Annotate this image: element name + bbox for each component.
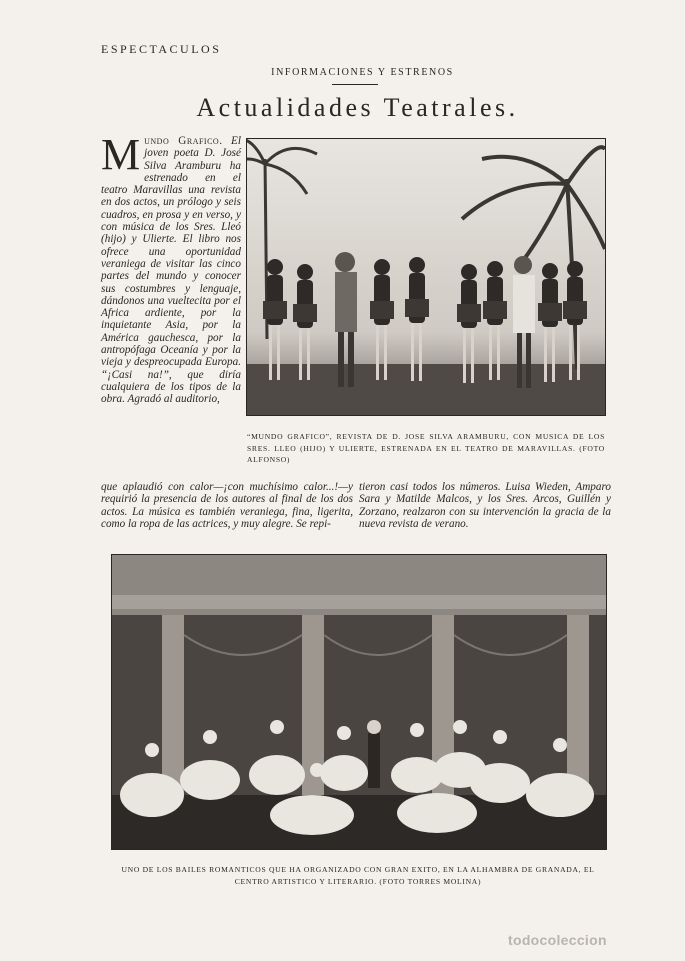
section-label: ESPECTACULOS [101,42,222,56]
drop-cap: M [101,130,141,179]
kicker: INFORMACIONES Y ESTRENOS [271,67,454,78]
article-column [101,130,241,406]
photo-revue-caption: “MUNDO GRAFICO”, REVISTA DE D. JOSE SILVA ARAMBURU, CON MUSICA DE LOS SRES. LLEO (HIJO) Y ULIERTE, ESTRENADA EN EL TEATRO DE MARAVILLAS. (FOTO ALFONSO) [247,432,605,464]
watermark-logo: todocoleccion [508,932,607,948]
photo-revue-chorus-image [247,139,605,415]
photo-ballet-caption: UNO DE LOS BAILES ROMANTICOS QUE HA ORGANIZADO CON GRAN EXITO, EN LA ALHAMBRA DE GRANADA, EL CENTRO ARTISTICO Y LITERARIO. (FOTO TORRES MOLINA) [121,865,595,886]
article-continuation-right: tieron casi todos los números. Luisa Wieden, Amparo Sara y Matilde Malcos, y los Sres. Arcos, Guillén y Zorzano, realzaron con su intervención la gracia de la nueva revista de verano. [359,481,611,530]
photo-romantic-ballet [111,554,607,850]
article-lead: undo Grafico. [144,135,223,147]
article-continuation-left: que aplaudió con calor—¡con muchísimo calor...!—y requirió la presencia de los autores al final de los dos actos. La música es también veraniega, fina, ligerita, como la ropa de las actrices, y muy alegre. Se repi- [101,481,353,530]
article-text: El joven poeta D. José Silva Aramburu ha estrenado en el teatro Maravillas una revista en dos actos, un prólogo y seis cuadros, en prosa y en verso, y con música de los Sres. Lleó (hijo) y Ulierte. El libro nos ofrece una oportunidad veraniega de visitar las cinco partes del mundo y conocer sus costumbres y lenguaje, dándonos una vueltecita por el Africa ardiente, por la inquietante Asia, por la América gauchesca, por la antropófaga Oceanía y por la vieja y despreocupada Europa. “¡Casi na!”, que diría cualquiera de los tipos de la obra. Agradó al auditorio, [101,135,241,406]
photo-romantic-ballet-image [112,555,606,849]
page-title: Actualidades Teatrales. [196,93,519,122]
photo-revue-chorus [246,138,606,416]
kicker-rule [332,84,378,85]
